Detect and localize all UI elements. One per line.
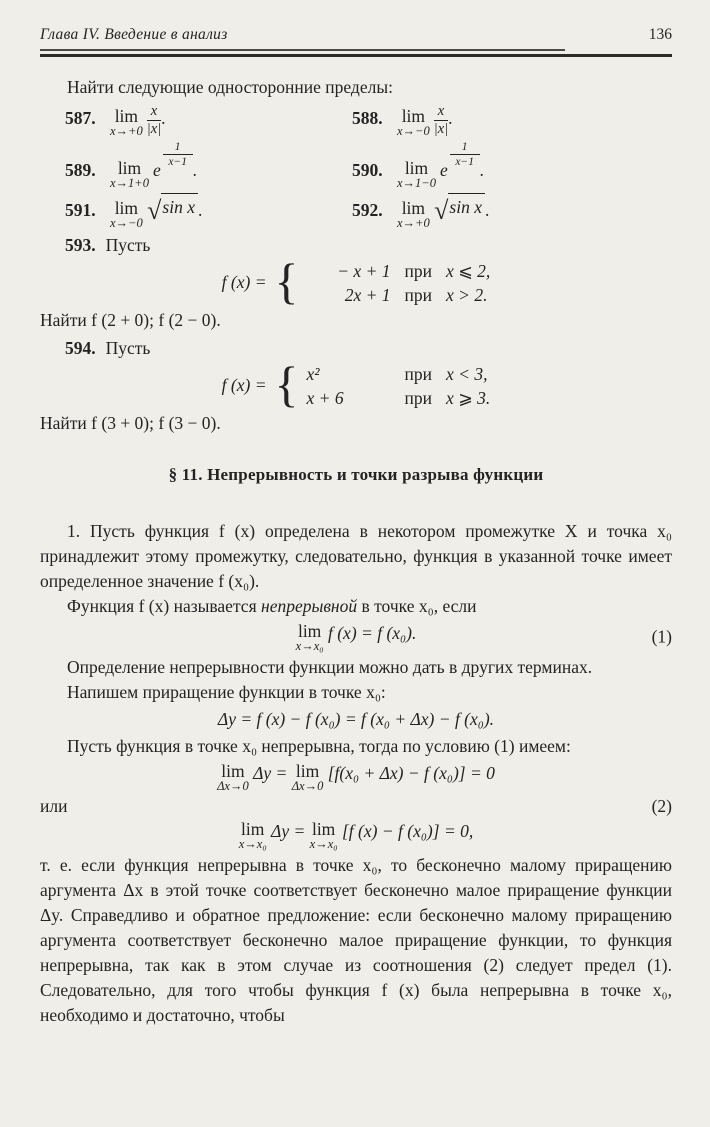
problem-number: 594. xyxy=(65,337,96,358)
problem-593-find: Найти f (2 + 0); f (2 − 0). xyxy=(40,309,221,330)
fraction xyxy=(434,104,448,137)
problem-number: 590. xyxy=(352,159,383,180)
exp-base: e xyxy=(152,159,161,180)
limit-operator xyxy=(397,105,430,138)
problem-row xyxy=(65,104,672,138)
cases xyxy=(307,362,491,410)
problem-592 xyxy=(352,193,672,230)
intro-line: Найти следующие односторонние пределы: xyxy=(67,76,393,97)
limit-operator xyxy=(110,105,143,138)
lim-word: lim xyxy=(114,197,139,218)
problem-587 xyxy=(65,104,352,138)
limit-operator xyxy=(295,620,324,653)
formula-mid: Δy = xyxy=(271,820,310,841)
lim-subscript: Δx→0 xyxy=(291,778,324,793)
period: . xyxy=(484,199,490,220)
problem-row xyxy=(65,193,672,230)
problem-number: 587. xyxy=(65,107,96,128)
lim-subscript: x→+0 xyxy=(110,123,143,138)
cases xyxy=(307,259,491,307)
lim-subscript: x→x₀ xyxy=(238,836,267,851)
lim-word: lim xyxy=(404,157,429,178)
problem-intro-word: Пусть xyxy=(105,337,151,358)
limit-problems xyxy=(40,104,672,230)
fraction-denominator: |x| xyxy=(146,120,162,137)
function-lhs: f (x) = xyxy=(221,272,267,292)
paragraph-2 xyxy=(40,594,672,619)
fraction xyxy=(147,104,161,137)
case-keyword: при xyxy=(404,387,432,408)
exponent-denominator: x−1 xyxy=(168,155,187,168)
running-head xyxy=(40,22,672,47)
limit-operator xyxy=(291,760,324,793)
problem-number: 589. xyxy=(65,159,96,180)
exponent-numerator: 1 xyxy=(450,141,480,155)
problem-593-head xyxy=(40,233,672,258)
case-condition: x > 2. xyxy=(446,284,488,305)
fraction-denominator: |x| xyxy=(433,120,449,137)
problem-589 xyxy=(65,141,352,190)
lim-subscript: x→x₀ xyxy=(295,638,324,653)
lim-subscript: x→+0 xyxy=(397,215,430,230)
problem-number: 588. xyxy=(352,107,383,128)
equation-tag-2: (2) xyxy=(651,795,672,816)
lim-word: lim xyxy=(295,760,320,781)
case-keyword: при xyxy=(404,363,432,384)
radicand: sin x xyxy=(448,193,485,220)
case-expr: 2x + 1 xyxy=(344,284,391,305)
function-lhs: f (x) = xyxy=(221,375,267,395)
exp-base: e xyxy=(439,159,448,180)
lim-word: lim xyxy=(117,157,142,178)
problem-number: 593. xyxy=(65,234,96,255)
problem-591 xyxy=(65,193,352,230)
problem-588 xyxy=(352,104,672,138)
exponent-numerator: 1 xyxy=(163,141,193,155)
lim-subscript: x→−0 xyxy=(397,123,430,138)
limit-operator xyxy=(110,197,143,230)
period: . xyxy=(479,159,484,180)
paragraph-5: Пусть функция в точке x₀ непрерывна, тогда по условию (1) имеем: xyxy=(67,735,571,756)
problem-intro-word: Пусть xyxy=(105,234,151,255)
formula-1 xyxy=(40,621,672,653)
radical-icon: √ xyxy=(434,195,449,225)
case-brace: { xyxy=(274,252,299,309)
lim-word: lim xyxy=(401,105,426,126)
problem-594-head xyxy=(40,336,672,361)
period: . xyxy=(448,107,453,128)
limit-operator xyxy=(397,157,436,190)
problem-number: 592. xyxy=(352,199,383,220)
lim-word: lim xyxy=(311,818,336,839)
fraction-numerator: x xyxy=(147,104,161,121)
formula-2a xyxy=(40,761,672,793)
or-row xyxy=(40,795,672,817)
lim-subscript: x→x₀ xyxy=(309,836,338,851)
case-expr: x² xyxy=(306,363,320,384)
problem-number: 591. xyxy=(65,199,96,220)
problem-590 xyxy=(352,141,672,190)
paragraph-1: 1. Пусть функция f (x) определена в некотором промежутке X и точка x₀ принадлежит этому промежутку, следовательно, функция в указанной точке имеет определенное значение f (x₀). xyxy=(40,520,672,591)
limit-operator xyxy=(309,818,338,851)
limit-operator xyxy=(217,760,249,793)
piecewise-formula-593 xyxy=(40,252,672,309)
paragraph-2-after: в точке x₀, если xyxy=(357,595,477,616)
lim-word: lim xyxy=(221,760,245,781)
limit-operator xyxy=(110,157,149,190)
page-number: 136 xyxy=(648,26,672,43)
equation-tag-1: (1) xyxy=(651,626,672,646)
radicand: sin x xyxy=(161,193,198,220)
case-expr: x + 6 xyxy=(306,387,344,408)
fraction-numerator: x xyxy=(434,104,448,121)
paragraph-3: Определение непрерывности функции можно дать в других терминах. xyxy=(67,656,593,677)
paragraph-4: Напишем приращение функции в точке x₀: xyxy=(67,681,386,702)
case-condition: x < 3, xyxy=(446,363,488,384)
period: . xyxy=(161,107,166,128)
period: . xyxy=(197,199,203,220)
formula-body: [f(x₀ + Δx) − f (x₀)] = 0 xyxy=(327,762,495,783)
exponent-fraction xyxy=(450,141,480,168)
problem-row xyxy=(65,141,672,190)
radical-icon: √ xyxy=(147,195,162,225)
problem-594-find: Найти f (3 + 0); f (3 − 0). xyxy=(40,412,221,433)
lim-subscript: x→1+0 xyxy=(110,175,149,190)
limit-operator xyxy=(397,197,430,230)
lim-word: lim xyxy=(401,197,426,218)
case-brace: { xyxy=(274,355,299,412)
formula-2b xyxy=(40,819,672,851)
paragraph-2-italic-term: непрерывной xyxy=(261,595,358,616)
chapter-title: Глава IV. Введение в анализ xyxy=(40,26,228,43)
lim-subscript: x→−0 xyxy=(110,215,143,230)
case-expr: − x + 1 xyxy=(337,260,391,281)
case-keyword: при xyxy=(404,260,432,281)
lim-word: lim xyxy=(297,620,322,641)
exponent-fraction xyxy=(163,141,193,168)
period: . xyxy=(192,159,197,180)
formula-mid: Δy = xyxy=(253,762,292,783)
formula-body: f (x) = f (x₀). xyxy=(327,622,417,643)
lim-subscript: x→1−0 xyxy=(397,175,436,190)
header-rule-thin xyxy=(40,49,565,51)
exponent-denominator: x−1 xyxy=(455,155,474,168)
case-condition: x ⩾ 3. xyxy=(446,387,491,408)
paragraph-2-before: Функция f (x) называется xyxy=(67,595,262,616)
case-condition: x ⩽ 2, xyxy=(446,260,491,281)
or-word: или xyxy=(40,795,68,816)
formula-body: [f (x) − f (x₀)] = 0, xyxy=(341,820,474,841)
lim-word: lim xyxy=(241,818,265,839)
lim-subscript: Δx→0 xyxy=(217,778,249,793)
increment-formula: Δy = f (x) − f (x₀) = f (x₀ + Δx) − f (x₀). xyxy=(217,708,495,729)
case-keyword: при xyxy=(404,284,432,305)
limit-operator xyxy=(238,818,267,851)
header-rule-thick xyxy=(40,54,672,57)
section-heading: § 11. Непрерывность и точки разрыва функции xyxy=(168,464,544,484)
paragraph-6: т. е. если функция непрерывна в точке x₀, то бесконечно малому приращению аргумента Δx в этой точке соответствует бесконечно малое приращение функции Δy. Справедливо и обратное предложение: если бесконечно малому приращению аргумента соответствует бесконечно малое приращение функции, то функция непрерывна, так как в этом случае из соотношения (2) следует предел (1). Следовательно, для того чтобы функция f (x) была непрерывна в точке x₀, необходимо и достаточно, чтобы xyxy=(40,854,672,1025)
piecewise-formula-594 xyxy=(40,355,672,412)
lim-word: lim xyxy=(114,105,139,126)
